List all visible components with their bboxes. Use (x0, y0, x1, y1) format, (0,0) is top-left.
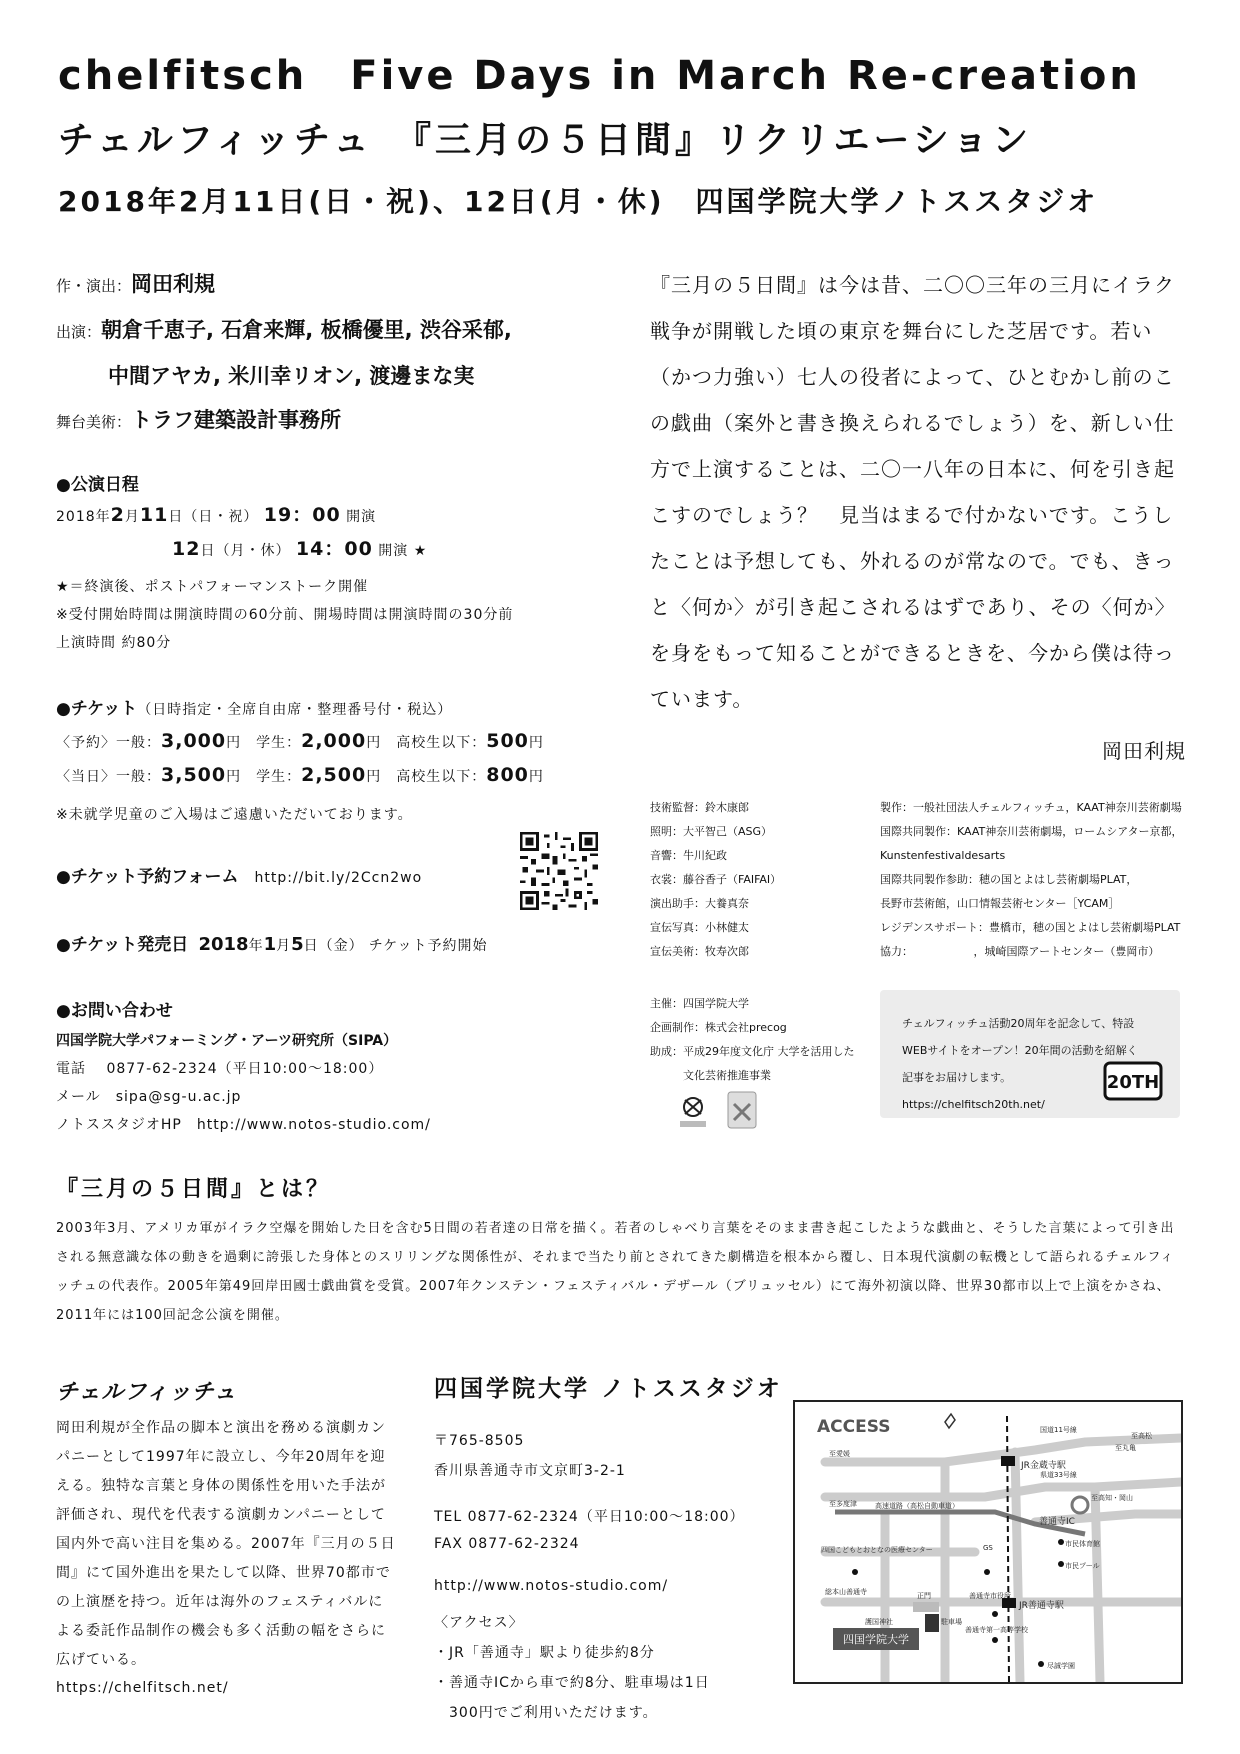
schedule-line2 (172, 532, 427, 568)
staff-left (650, 796, 781, 964)
contact-mail[interactable]: メール sipa@sg-u.ac.jp (56, 1089, 242, 1105)
tickets-note: ※未就学児童のご入場はご遠慮いただいております。 (56, 807, 413, 823)
map-title: ACCESS (817, 1417, 891, 1437)
staff-item: 協力： ，城崎国際アートセンター（豊岡市） (880, 945, 1160, 958)
contact-tel: 電話 0877-62-2324（平日10:00～18:00） (56, 1061, 384, 1077)
advance-price-row (56, 724, 544, 760)
door-student-price: 2,500 (301, 764, 367, 786)
venue-fax: FAX 0877-62-2324 (434, 1536, 580, 1552)
agency-for-cultural-affairs-logo-icon (676, 1094, 710, 1130)
sponsor-item: 助成：平成29年度文化庁 大学を活用した (650, 1045, 855, 1058)
yen: 円 (366, 769, 382, 785)
open-label: 開演 (346, 509, 377, 525)
time: 14：00 (295, 538, 373, 560)
credits (56, 262, 616, 444)
contact-hp[interactable]: ノトススタジオHP http://www.notos-studio.com/ (56, 1117, 431, 1133)
advance-general-price: 3,000 (161, 730, 227, 752)
map-label: 県道33号線 (1040, 1471, 1077, 1479)
qr-code-icon[interactable] (520, 832, 598, 910)
staff-item: 国際共同製作参助：穂の国とよはし芸術劇場PLAT， (880, 873, 1138, 886)
title-english: chelfitsch Five Days in March Re-creation (58, 53, 1141, 99)
access-label: 〈アクセス〉 (434, 1615, 524, 1631)
staff-item: Kunstenfestivaldesarts (880, 849, 1006, 862)
stage-label: 舞台美術： (56, 413, 132, 431)
director-row (56, 262, 616, 308)
access-train: ・JR「善通寺」駅より徒歩約8分 (434, 1645, 655, 1661)
day: 11 (139, 504, 169, 526)
chelfitsch-logo: チェルフィッチュ (56, 1380, 237, 1405)
weekday: 日（月・休） (200, 543, 291, 559)
promo-link[interactable]: https://chelfitsch20th.net/ (902, 1098, 1045, 1111)
map-label: JR金蔵寺駅 (1021, 1461, 1066, 1471)
map-label: 善通寺第一高等学校 (965, 1626, 1028, 1634)
map-label: JR善通寺駅 (1019, 1601, 1064, 1611)
map-label: GS (983, 1544, 993, 1552)
director: 岡田利規 (131, 272, 216, 296)
tickets-heading-note: （日時指定・全席自由席・整理番号付・税込） (137, 702, 453, 718)
cast-row (56, 308, 616, 354)
staff-item: 技術監督：鈴木康郎 (650, 801, 749, 814)
about-heading: 『三月の５日間』とは？ (56, 1177, 332, 1202)
anniversary-promo (880, 990, 1180, 1118)
contact-heading: ●お問い合わせ (56, 1001, 173, 1021)
day: 12 (172, 538, 201, 560)
venue-zip: 〒765-8505 (434, 1433, 525, 1449)
schedule-note-3: 上演時間 約80分 (56, 635, 172, 651)
map-label: 護国神社 (865, 1618, 893, 1626)
promo-line: チェルフィッチュ活動20周年を記念して、特設 (902, 1017, 1135, 1030)
hs-label: 高校生以下： (396, 735, 487, 751)
month-unit: 月 (124, 509, 140, 525)
sponsor-item: 文化芸術推進事業 (650, 1069, 771, 1082)
map-label: 尽誠学園 (1047, 1662, 1075, 1670)
staff-item: 宣伝美術：牧寿次郎 (650, 945, 749, 958)
contact-org: 四国学院大学パフォーミング・アーツ研究所（SIPA） (56, 1033, 398, 1049)
map-label: 善通寺市役所 (969, 1592, 1011, 1600)
sponsor-item: 企画制作：株式会社precog (650, 1021, 787, 1034)
student-label: 学生： (256, 735, 302, 751)
map-label: 正門 (917, 1592, 931, 1600)
stage-row (56, 398, 616, 444)
yen: 円 (366, 735, 382, 751)
time: 19：00 (263, 504, 341, 526)
advance-hs-price: 500 (486, 730, 529, 752)
map-label: 善通寺IC (1039, 1517, 1075, 1527)
venue-tel: TEL 0877-62-2324（平日10:00～18:00） (434, 1509, 745, 1525)
yen: 円 (528, 735, 544, 751)
badge-text: 20TH (1106, 1072, 1160, 1093)
statement-author: 岡田利規 (1102, 739, 1186, 763)
ticket-sale-row (56, 930, 488, 955)
weekday: 日（日・祝） (168, 509, 259, 525)
ticket-form-label: ●チケット予約フォーム (56, 867, 239, 887)
director-label: 作・演出： (56, 277, 132, 295)
date-venue: 2018年2月11日(日・祝)、12日(月・休) 四国学院大学ノトススタジオ (58, 185, 1099, 218)
promo-line: WEBサイトをオープン！20年間の活動を紹解く (902, 1044, 1138, 1057)
tickets-heading-row (56, 694, 452, 719)
ticket-form-link[interactable]: http://bit.ly/2Ccn2wo (254, 870, 423, 886)
advance-student-price: 2,000 (301, 730, 367, 752)
cast-line2: 中間アヤカ, 米川幸リオン, 渡邊まな実 (108, 364, 475, 388)
yen: 円 (226, 769, 242, 785)
staff-item: 宣伝写真：小林健太 (650, 921, 749, 934)
sale-suffix: チケット予約開始 (368, 938, 488, 954)
about-body: 2003年3月、アメリカ軍がイラク空爆を開始した日を含む5日間の若者達の日常を描く。若者のしゃべり言葉をそのまま書き起こしたような戯曲と、そうした言葉によって引き出される無意識な体の動きを過剰に誇張した身体とのスリリングな関係性が、それまで当たり前とされてきた劇構造を根本から覆し、日本現代演劇の転機として語られるチェルフィッチュの代表作。2005年第49回岸田國士戯曲賞を受賞。2007年クンステン・フェスティバル・デザール（ブリュッセル）にて海外初演以降、世界30都市以上で上演をかさね、2011年には100回記念公演を開催。 (56, 1221, 1175, 1323)
chelfitsch-description: 岡田利規が全作品の脚本と演出を務める演劇カンパニーとして1997年に設立し、今年20周年を迎える。独特な言葉と身体の関係性を用いた手法が評価され、現代を代表する演劇カンパニーとして国内外で高い注目を集める。2007年『三月の５日間』にて国外進出を果たして以降、世界70都市での上演歴を持つ。近年は海外のフェスティバルによる委託作品制作の機会も多く活動の幅をさらに広げている。 (56, 1420, 396, 1668)
map-label: 高速道路（高松自動車道） (875, 1502, 959, 1510)
map-label: 至多度津 (829, 1500, 857, 1508)
staff-item: 衣裳：藤谷香子（FAIFAI） (650, 873, 782, 886)
sponsors (650, 992, 855, 1088)
staff-item: 演出助手：大養真奈 (650, 897, 749, 910)
month: 2 (110, 504, 125, 526)
yen: 円 (226, 735, 242, 751)
venue-address: 香川県善通寺市文京町3-2-1 (434, 1463, 626, 1479)
promo-line: 記事をお届けします。 (902, 1071, 1012, 1084)
map-label: 至高松 (1131, 1432, 1152, 1440)
door-general-price: 3,500 (161, 764, 227, 786)
staff-item: 照明：大平智己（ASG） (650, 825, 773, 838)
door-label: 〈当日〉一般： (56, 769, 161, 785)
open-label: 開演 ★ (378, 543, 428, 559)
sale-day: 5 (291, 934, 304, 955)
staff-item: 製作：一般社団法人チェルフィッチュ，KAAT神奈川芸術劇場 (880, 801, 1182, 814)
door-hs-price: 800 (486, 764, 529, 786)
statement-text: 『三月の５日間』は今は昔、二〇〇三年の三月にイラク戦争が開戦した頃の東京を舞台にした芝居です。若い（かつ力強い）七人の役者によって、ひとむかし前のこの戯曲（案外と書き換えられるでしょう）を、新しい仕方で上演することは、二〇一八年の日本に、何を引き起こすのでしょう？ 見当はまるで付かないです。こうしたことは予想しても、外れるのが常なので。でも、きっと〈何か〉が引き起こされるはずであり、その〈何か〉を身をもって知ることができるときを、今から僕は待っています。 (650, 273, 1176, 711)
map-label: 駐車場 (941, 1618, 962, 1626)
door-price-row (56, 758, 544, 794)
staff-item: レジデンスサポート：豊橋市，穂の国とよはし芸術劇場PLAT (880, 921, 1181, 934)
venue-url[interactable]: http://www.notos-studio.com/ (434, 1578, 669, 1594)
schedule-note-1: ★＝終演後、ポストパフォーマンストーク開催 (56, 579, 369, 595)
venue-info (434, 1414, 745, 1722)
staff-right (880, 796, 1182, 964)
advance-label: 〈予約〉一般： (56, 735, 161, 751)
sale-month: 1 (263, 934, 277, 955)
map-label: 至高知・岡山 (1091, 1494, 1133, 1502)
cast-label: 出演： (56, 323, 102, 341)
map-label: 四国こどもとおとなの医療センター (821, 1546, 933, 1554)
staff-item: 国際共同製作：KAAT神奈川芸術劇場，ロームシアター京都， (880, 825, 1183, 838)
sponsor-item: 主催：四国学院大学 (650, 997, 749, 1010)
schedule-note-2: ※受付開始時間は開演時間の60分前、開場時間は開演時間の30分前 (56, 607, 514, 623)
cast-line1: 朝倉千恵子, 石倉来輝, 板橋優里, 渋谷采郁, (101, 318, 512, 342)
ticket-sale-label: ●チケット発売日 (56, 935, 189, 955)
tickets-heading: ●チケット (56, 699, 138, 719)
hs-label: 高校生以下： (396, 769, 487, 785)
chelfitsch-url[interactable]: https://chelfitsch.net/ (56, 1680, 229, 1696)
stage-designer: トラフ建築設計事務所 (131, 408, 342, 432)
access-map[interactable] (793, 1400, 1183, 1684)
cast-row-2 (56, 354, 616, 398)
map-label: 総本山善通寺 (825, 1588, 867, 1596)
map-label: 至丸亀 (1115, 1444, 1136, 1452)
staff-item: 長野市芸術館，山口情報芸術センター［YCAM］ (880, 897, 1120, 910)
access-parking: 300円でご利用いただけます。 (434, 1705, 658, 1721)
map-label: 至愛媛 (829, 1450, 850, 1458)
supporter-logo-icon (726, 1090, 758, 1130)
staff-item: 音響：牛川紀政 (650, 849, 727, 862)
schedule-heading: ●公演日程 (56, 475, 139, 495)
ticket-form-row (56, 862, 422, 887)
venue-name: 四国学院大学 ノトススタジオ (434, 1376, 783, 1402)
month-unit: 月 (276, 938, 292, 954)
map-university-label: 四国学院大学 (843, 1633, 909, 1646)
access-car: ・善通寺ICから車で約8分、駐車場は1日 (434, 1675, 710, 1691)
map-label: 市民体育館 (1065, 1540, 1100, 1548)
student-label: 学生： (256, 769, 302, 785)
sale-year: 2018 (198, 934, 249, 955)
sale-weekday: 日（金） (303, 938, 364, 954)
year: 2018年 (56, 509, 111, 525)
yen: 円 (528, 769, 544, 785)
temple-icon (945, 1414, 955, 1428)
schedule-line1 (56, 498, 376, 534)
map-label: 国道11号線 (1040, 1426, 1077, 1434)
year-unit: 年 (248, 938, 264, 954)
anniversary-20th-badge-icon (1102, 1060, 1164, 1102)
title-japanese: チェルフィッチュ 『三月の５日間』リクリエーション (58, 120, 1033, 161)
director-statement (650, 262, 1186, 774)
map-label: 市民プール (1065, 1562, 1100, 1570)
